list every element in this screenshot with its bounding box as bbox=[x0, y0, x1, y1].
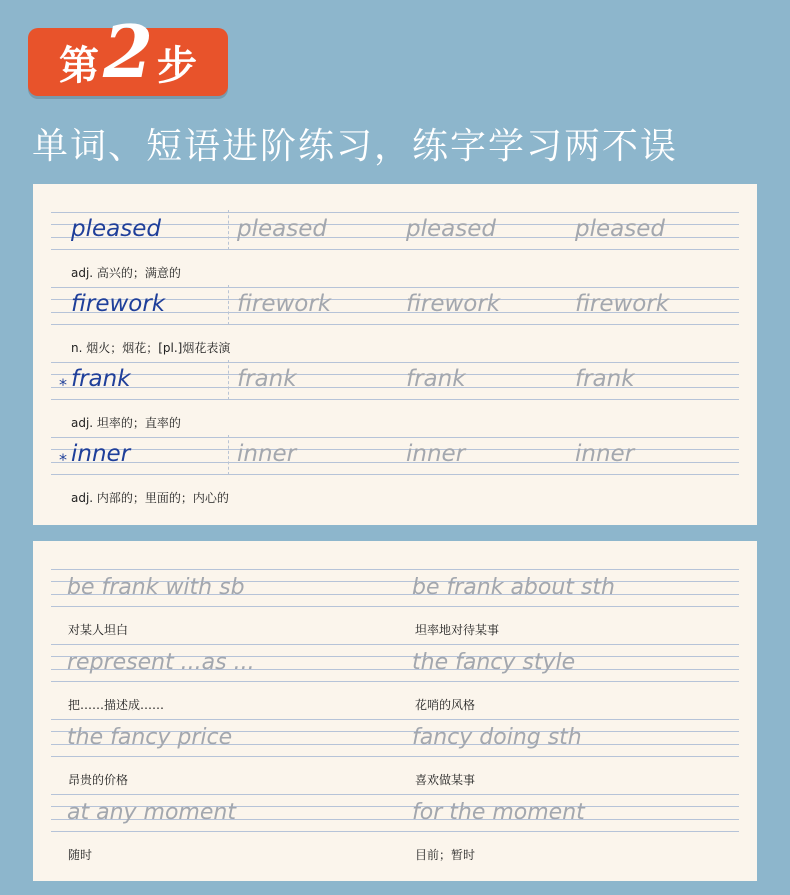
word-trace: pleased bbox=[575, 216, 665, 242]
phrase-trace-left: be frank with sb bbox=[67, 575, 245, 600]
word-trace: firework bbox=[406, 291, 501, 317]
phrase-trace-left: the fancy price bbox=[67, 725, 233, 750]
word-trace: pleased bbox=[406, 216, 496, 242]
phrase-meaning-right: 坦率地对待某事 bbox=[415, 623, 500, 637]
word-trace: firework bbox=[237, 291, 332, 317]
writing-lines bbox=[51, 437, 739, 475]
phrase-meaning-left: 把……描述成…… bbox=[68, 698, 165, 712]
word-trace: pleased bbox=[237, 216, 327, 242]
phrase-trace-right: be frank about sth bbox=[412, 575, 615, 600]
column-divider bbox=[228, 210, 229, 250]
column-divider bbox=[228, 435, 229, 475]
phrase-trace-left: represent ...as ... bbox=[67, 650, 255, 675]
badge-number: 2 bbox=[102, 9, 154, 94]
phrase-practice-card bbox=[33, 541, 757, 881]
word-trace: firework bbox=[575, 291, 670, 317]
word-model: firework bbox=[71, 291, 166, 317]
column-divider bbox=[228, 360, 229, 400]
star-icon: * bbox=[59, 375, 67, 394]
word-trace: frank bbox=[406, 366, 466, 392]
word-trace: inner bbox=[406, 441, 466, 467]
column-divider bbox=[228, 285, 229, 325]
word-meaning: n. 烟火；烟花；[pl.]烟花表演 bbox=[71, 341, 231, 355]
phrase-meaning-left: 对某人坦白 bbox=[68, 623, 129, 637]
word-practice-card bbox=[33, 184, 757, 525]
word-trace: inner bbox=[237, 441, 297, 467]
phrase-trace-right: for the moment bbox=[412, 800, 585, 825]
phrase-trace-right: fancy doing sth bbox=[412, 725, 582, 750]
phrase-trace-right: the fancy style bbox=[412, 650, 576, 675]
step-badge bbox=[28, 9, 228, 96]
page-subtitle: 单词、短语进阶练习，练字学习两不误 bbox=[32, 126, 679, 167]
word-meaning: adj. 坦率的；直率的 bbox=[71, 416, 181, 430]
phrase-trace-left: at any moment bbox=[67, 800, 236, 825]
phrase-meaning-left: 随时 bbox=[68, 848, 93, 862]
word-model: frank bbox=[71, 366, 131, 392]
word-meaning: adj. 内部的；里面的；内心的 bbox=[71, 491, 229, 505]
phrase-meaning-right: 目前；暂时 bbox=[415, 848, 476, 862]
badge-suffix: 步 bbox=[157, 42, 198, 89]
star-icon: * bbox=[59, 450, 67, 469]
word-trace: inner bbox=[575, 441, 635, 467]
word-model: inner bbox=[71, 441, 131, 467]
writing-lines bbox=[51, 362, 739, 400]
word-trace: frank bbox=[575, 366, 635, 392]
phrase-meaning-left: 昂贵的价格 bbox=[68, 773, 129, 787]
phrase-meaning-right: 喜欢做某事 bbox=[415, 773, 476, 787]
word-trace: frank bbox=[237, 366, 297, 392]
badge-prefix: 第 bbox=[58, 42, 99, 89]
word-model: pleased bbox=[71, 216, 161, 242]
phrase-meaning-right: 花哨的风格 bbox=[415, 698, 476, 712]
word-meaning: adj. 高兴的；满意的 bbox=[71, 266, 181, 280]
